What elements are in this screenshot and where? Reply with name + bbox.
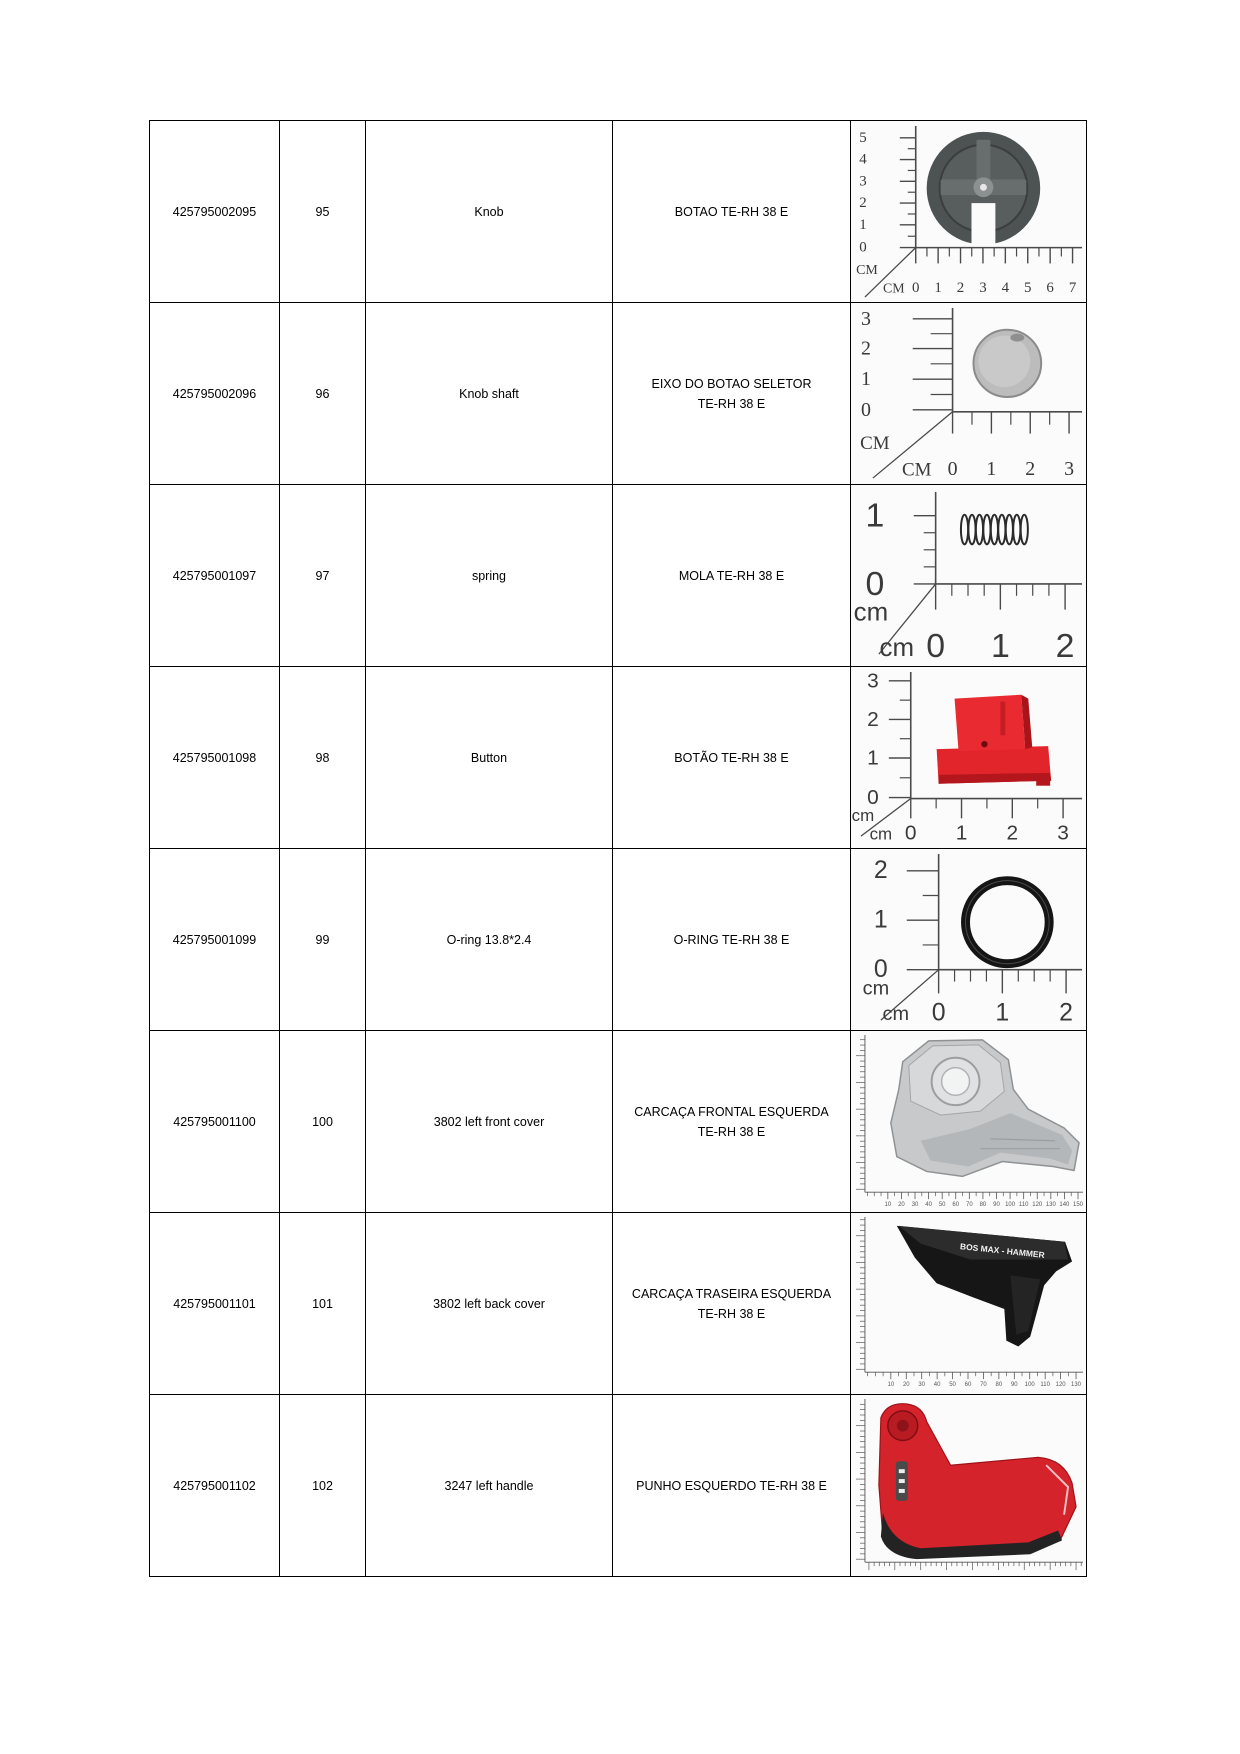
ruler-label-x: 1 <box>955 821 968 845</box>
part-photo <box>851 486 1086 666</box>
brand-text: BOS MAX - HAMMER <box>959 1240 1046 1260</box>
part-name-en: Knob <box>366 121 613 303</box>
part-name-pt: BOTÃO TE-RH 38 E <box>613 667 851 849</box>
ruler-unit-label: cm <box>879 633 915 662</box>
part-image-cell <box>851 1031 1087 1213</box>
ruler-label-x: 150 <box>1073 1201 1083 1208</box>
part-name-en: 3802 left back cover <box>366 1213 613 1395</box>
ruler-label-y: 1 <box>860 367 871 390</box>
ruler-unit-label: CM <box>860 432 890 454</box>
photo-background <box>851 304 1086 484</box>
button-block <box>955 694 1026 750</box>
ruler-label-x: 140 <box>1059 1201 1070 1208</box>
ruler-label-x: 2 <box>1025 457 1036 480</box>
part-name-pt: EIXO DO BOTAO SELETOR TE-RH 38 E <box>613 303 851 485</box>
ruler-label-y: 0 <box>867 785 879 809</box>
table-row <box>150 1395 1087 1577</box>
ruler-label-y: 3 <box>860 307 871 330</box>
ruler-unit-label: CM <box>882 281 905 297</box>
ruler-label-x: 100 <box>1005 1201 1016 1208</box>
front-cover-hole <box>942 1067 970 1095</box>
indicator-led <box>899 1488 905 1492</box>
ruler-label-x: 1 <box>934 279 942 296</box>
ruler-label-x: 50 <box>949 1381 956 1388</box>
button-tab <box>1036 778 1050 785</box>
ruler-label-x: 3 <box>1064 457 1075 480</box>
ruler-label-x: 2 <box>1059 999 1074 1027</box>
ruler-label-y: 0 <box>859 239 867 256</box>
ruler-label-x: 2 <box>1006 821 1019 845</box>
ruler-label-x: 20 <box>902 1381 910 1388</box>
part-name-en: O-ring 13.8*2.4 <box>366 849 613 1031</box>
parts-table <box>149 120 1087 1577</box>
table-row <box>150 485 1087 667</box>
ruler-label-x: 0 <box>947 457 958 480</box>
part-name-pt: CARCAÇA FRONTAL ESQUERDA TE-RH 38 E <box>613 1031 851 1213</box>
ruler-label-y: 1 <box>867 746 879 769</box>
ruler-label-x: 1 <box>995 999 1010 1027</box>
ruler-label-y: 4 <box>859 151 867 168</box>
part-name-pt: CARCAÇA TRASEIRA ESQUERDA TE-RH 38 E <box>613 1213 851 1395</box>
ruler-label-y: 1 <box>865 496 885 535</box>
ruler-label-x: 50 <box>938 1201 946 1208</box>
ruler-label-x: 110 <box>1018 1201 1029 1208</box>
ruler-label-y: 2 <box>867 707 879 731</box>
part-code: 425795001102 <box>150 1395 280 1577</box>
ruler-label-x: 80 <box>995 1381 1003 1388</box>
ruler-unit-label: CM <box>856 262 878 278</box>
shaft-highlight <box>978 335 1030 386</box>
part-name-en: 3802 left front cover <box>366 1031 613 1213</box>
knob-notch <box>971 203 995 247</box>
ruler-unit-label: cm <box>882 1002 910 1025</box>
ruler-label-y: 5 <box>859 129 867 146</box>
knob-hole <box>980 183 987 190</box>
part-name-en: spring <box>366 485 613 667</box>
ruler-label-x: 90 <box>1010 1381 1018 1388</box>
ruler-label-x: 1 <box>986 457 997 480</box>
ruler-label-x: 70 <box>966 1201 973 1208</box>
ruler-label-y: 1 <box>873 906 888 934</box>
ruler-label-y: 2 <box>860 337 871 359</box>
table-row <box>150 303 1087 485</box>
part-photo <box>851 1396 1086 1576</box>
part-code: 425795001099 <box>150 849 280 1031</box>
part-image-cell <box>851 667 1087 849</box>
ruler-label-x: 40 <box>925 1201 932 1208</box>
ruler-label-x: 3 <box>1057 821 1069 845</box>
table-row <box>150 121 1087 303</box>
ruler-label-x: 10 <box>884 1201 892 1208</box>
part-name-pt: O-RING TE-RH 38 E <box>613 849 851 1031</box>
ruler-unit-label: cm <box>869 824 893 844</box>
ruler-label-y: 1 <box>859 216 867 233</box>
part-name-pt: BOTAO TE-RH 38 E <box>613 121 851 303</box>
part-code: 425795002095 <box>150 121 280 303</box>
part-name-pt: MOLA TE-RH 38 E <box>613 485 851 667</box>
part-number: 96 <box>280 303 366 485</box>
part-number: 102 <box>280 1395 366 1577</box>
table-row <box>150 1213 1087 1395</box>
part-image-cell <box>851 485 1087 667</box>
part-image-cell <box>851 1213 1087 1395</box>
ruler-label-x: 0 <box>926 626 946 665</box>
part-number: 101 <box>280 1213 366 1395</box>
ruler-unit-label: cm <box>853 598 889 627</box>
parts-list-sheet <box>149 120 1087 1577</box>
part-photo <box>851 668 1086 848</box>
part-code: 425795001097 <box>150 485 280 667</box>
ruler-label-x: 7 <box>1068 279 1077 296</box>
part-image-cell <box>851 849 1087 1031</box>
part-number: 97 <box>280 485 366 667</box>
button-slot <box>1000 701 1005 735</box>
part-code: 425795001100 <box>150 1031 280 1213</box>
part-number: 95 <box>280 121 366 303</box>
ruler-label-x: 30 <box>911 1201 919 1208</box>
part-photo <box>851 1032 1086 1212</box>
ruler-label-x: 120 <box>1032 1201 1043 1208</box>
part-name-pt: PUNHO ESQUERDO TE-RH 38 E <box>613 1395 851 1577</box>
ruler-label-y: 0 <box>865 564 885 603</box>
ruler-label-x: 0 <box>931 999 946 1027</box>
ruler-label-x: 100 <box>1024 1381 1035 1388</box>
ruler-label-y: 0 <box>860 398 871 421</box>
ruler-label-x: 90 <box>993 1201 1000 1208</box>
ruler-label-x: 3 <box>979 279 987 296</box>
part-name-en: 3247 left handle <box>366 1395 613 1577</box>
part-code: 425795001098 <box>150 667 280 849</box>
part-name-en: Button <box>366 667 613 849</box>
ruler-label-x: 40 <box>933 1381 941 1388</box>
ruler-label-x: 4 <box>1001 279 1010 296</box>
part-image-cell <box>851 121 1087 303</box>
ruler-unit-label: CM <box>902 459 932 481</box>
part-number: 99 <box>280 849 366 1031</box>
ruler-unit-label: cm <box>862 976 890 999</box>
part-photo <box>851 1214 1086 1394</box>
table-row <box>150 849 1087 1031</box>
ruler-label-x: 120 <box>1055 1381 1066 1388</box>
ruler-label-x: 70 <box>980 1381 987 1388</box>
part-photo <box>851 122 1086 302</box>
ruler-label-x: 130 <box>1071 1381 1082 1388</box>
ruler-label-x: 6 <box>1046 279 1054 296</box>
ruler-label-x: 80 <box>979 1201 987 1208</box>
ruler-label-y: 2 <box>873 856 888 884</box>
ruler-label-x: 110 <box>1040 1381 1050 1388</box>
ruler-label-x: 20 <box>898 1201 905 1208</box>
ruler-label-x: 130 <box>1045 1201 1056 1208</box>
ruler-label-x: 60 <box>952 1201 960 1208</box>
ruler-label-x: 10 <box>887 1381 895 1388</box>
ruler-label-x: 1 <box>990 626 1010 665</box>
ruler-label-x: 30 <box>918 1381 926 1388</box>
ruler-label-x: 0 <box>911 279 920 296</box>
part-code: 425795001101 <box>150 1213 280 1395</box>
ruler-label-x: 2 <box>1055 626 1075 665</box>
shaft-notch <box>1010 333 1024 341</box>
ruler-label-x: 0 <box>904 821 917 845</box>
handle-knob-center <box>897 1419 909 1431</box>
ruler-label-y: 0 <box>873 955 888 983</box>
table-row <box>150 1031 1087 1213</box>
part-name-en: Knob shaft <box>366 303 613 485</box>
part-image-cell <box>851 303 1087 485</box>
part-image-cell <box>851 1395 1087 1577</box>
ruler-label-x: 60 <box>964 1381 972 1388</box>
part-number: 100 <box>280 1031 366 1213</box>
ruler-label-y: 2 <box>859 194 867 211</box>
part-code: 425795002096 <box>150 303 280 485</box>
ruler-label-x: 5 <box>1024 279 1032 296</box>
ruler-label-x: 2 <box>956 279 965 296</box>
indicator-led <box>899 1469 905 1473</box>
ruler-label-y: 3 <box>859 172 867 189</box>
part-photo <box>851 304 1086 484</box>
ruler-unit-label: cm <box>851 805 875 825</box>
knob-rib <box>976 139 990 181</box>
part-number: 98 <box>280 667 366 849</box>
button-hole <box>981 740 987 746</box>
ruler-label-y: 3 <box>867 668 879 692</box>
indicator-led <box>899 1479 905 1483</box>
table-row <box>150 667 1087 849</box>
knob-shaft-photo <box>973 329 1041 396</box>
part-photo <box>851 850 1086 1030</box>
